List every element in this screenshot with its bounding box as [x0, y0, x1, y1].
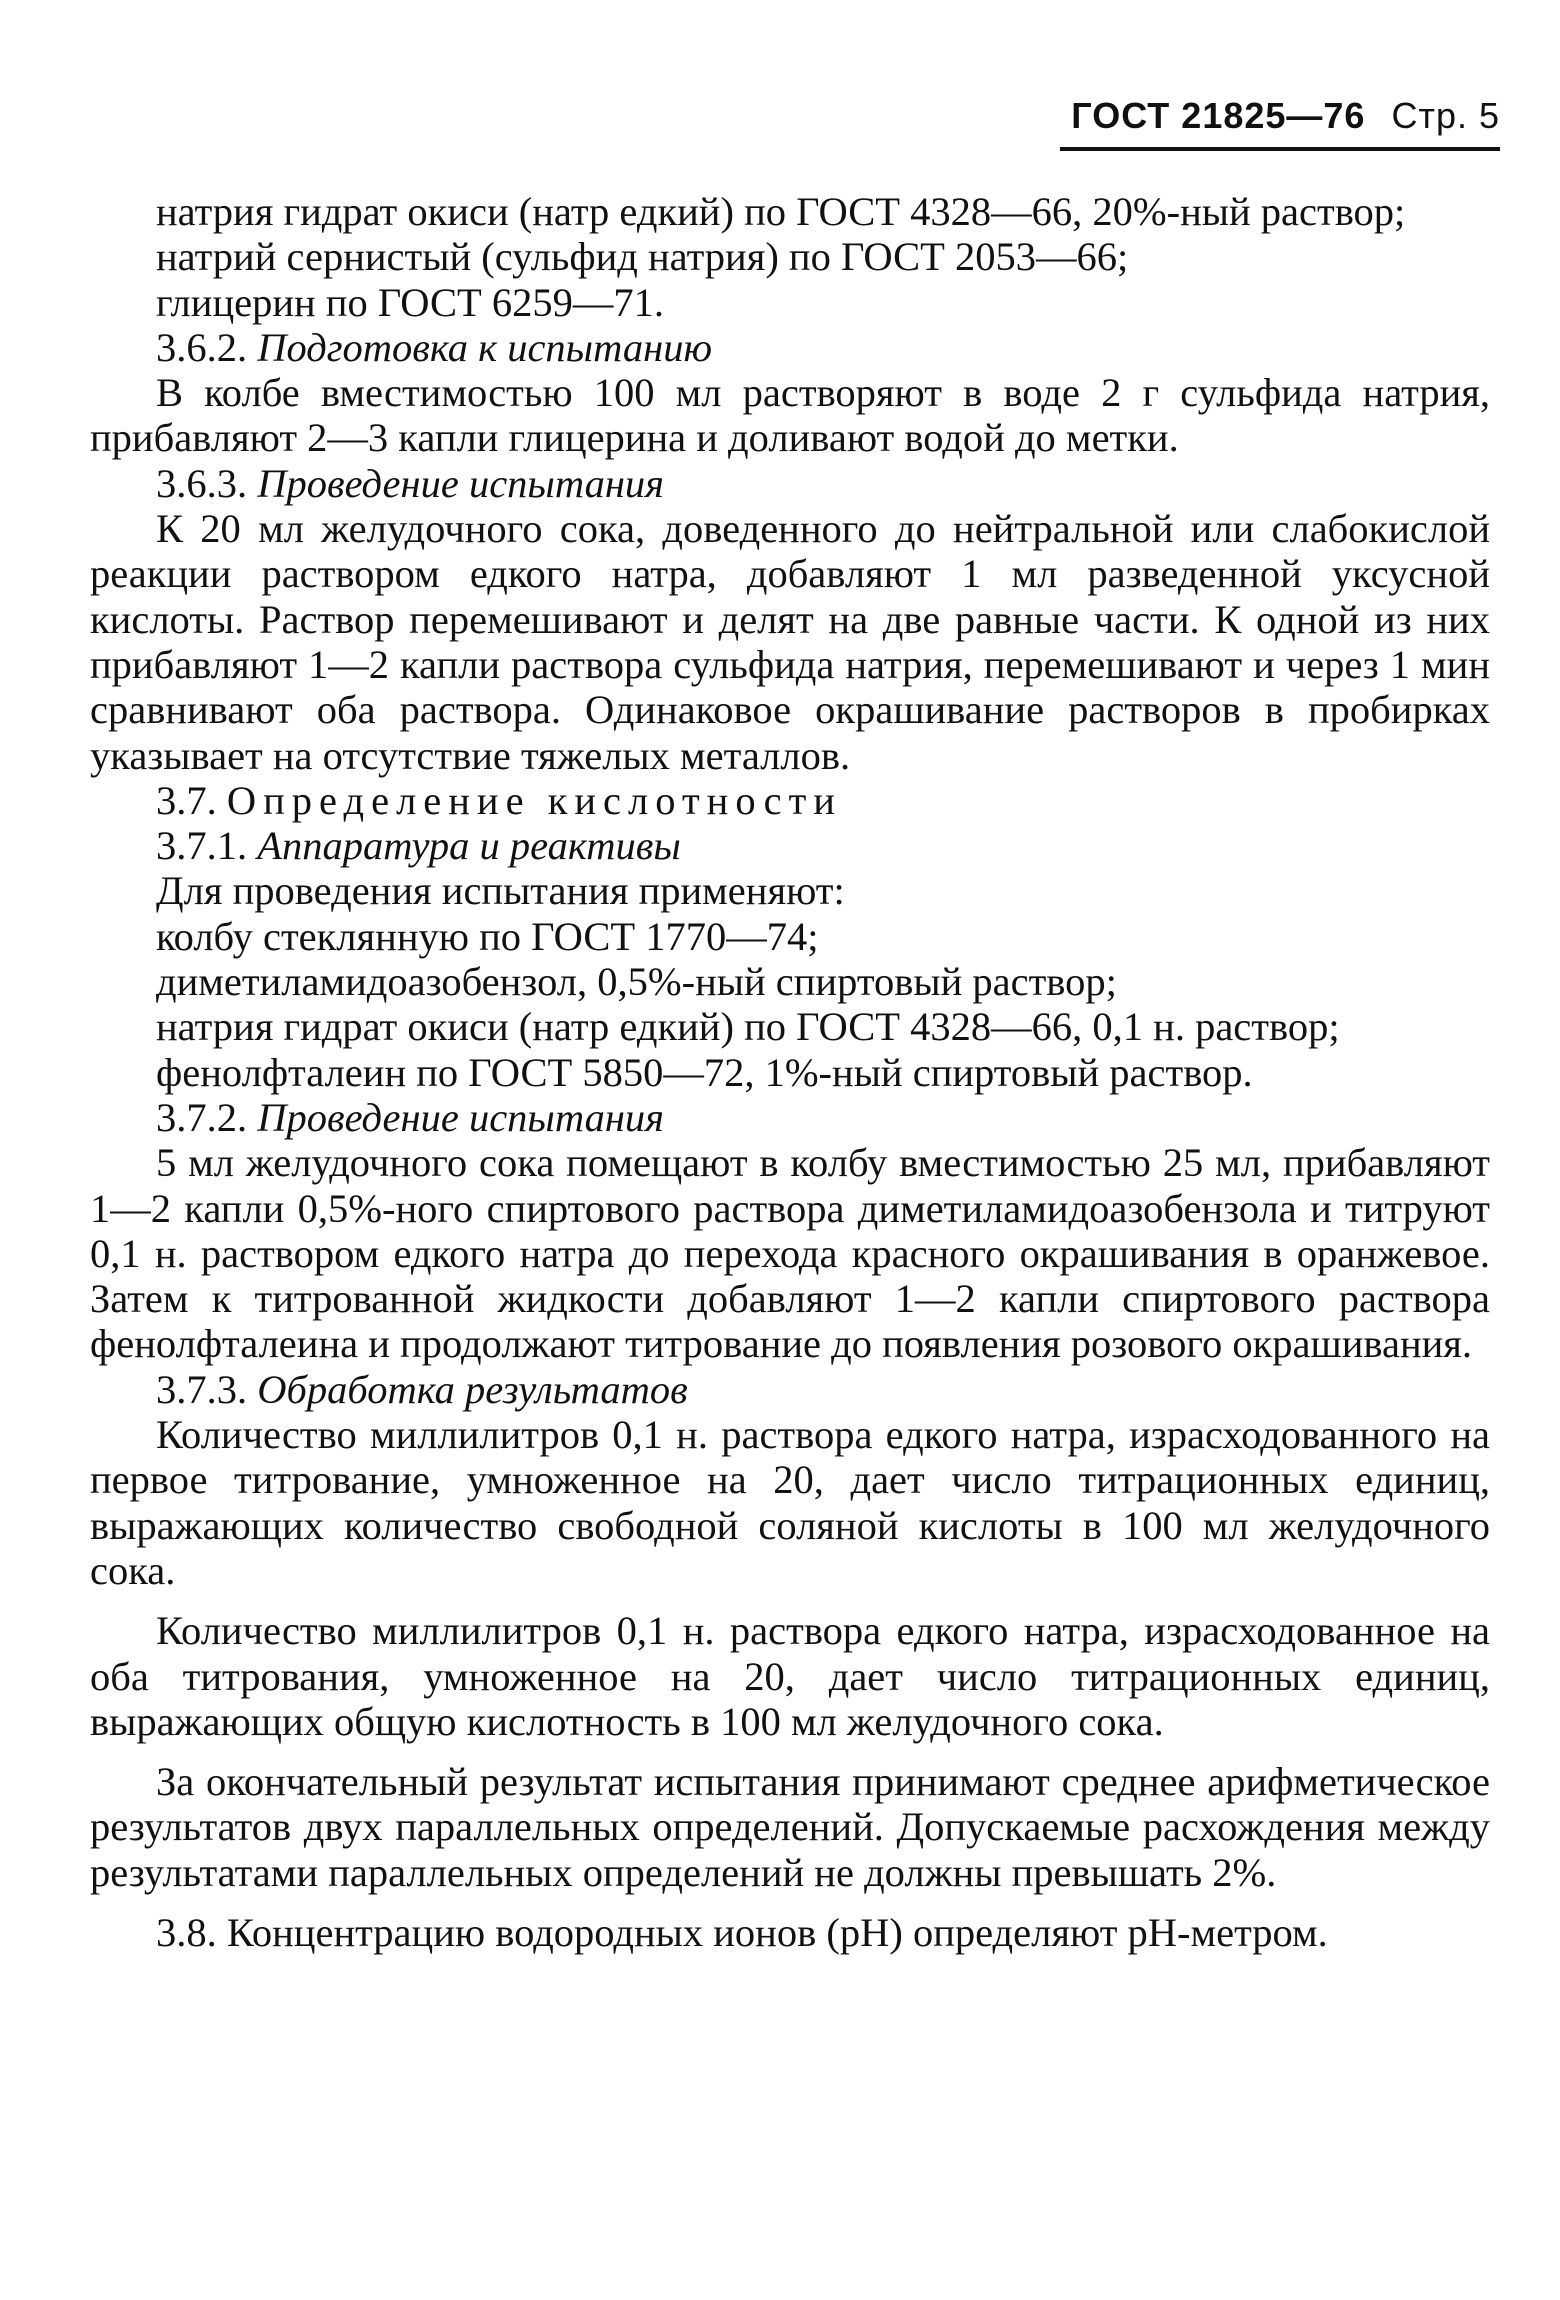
section-title: Проведение испытания: [257, 460, 665, 506]
section-number: 3.6.2.: [156, 324, 248, 370]
paragraph: натрий сернистый (сульфид натрия) по ГОСТ 2053—66;: [156, 234, 1129, 280]
paragraph: За окончательный результат испытания принимают среднее арифметическое результатов двух параллельных определений. Допускаемые расхождения между результатами параллельных определений не должны превышать 2%.: [90, 1759, 1490, 1895]
section-number: 3.6.3.: [156, 460, 248, 506]
standard-number: ГОСТ 21825—76: [1071, 95, 1366, 136]
page-number: Стр. 5: [1391, 95, 1500, 136]
paragraph: Количество миллилитров 0,1 н. раствора едкого натра, израсходованное на оба титрования, умноженное на 20, дает число титрационных единиц, выражающих общую кислотность в 100 мл желудочного сока.: [90, 1608, 1490, 1744]
section-heading: [90, 1367, 1490, 1412]
section-title: Проведение испытания: [257, 1094, 665, 1140]
paragraph: диметиламидоазобензол, 0,5%-ный спиртовый раствор;: [156, 959, 1117, 1005]
paragraph: натрия гидрат окиси (натр едкий) по ГОСТ 4328—66, 20%-ный раствор;: [156, 189, 1406, 234]
paragraph: К 20 мл желудочного сока, доведенного до нейтральной или слабокислой реакции раствором едкого натра, добавляют 1 мл разведенной уксусной кислоты. Раствор перемешивают и делят на две равные части. К одной из них прибавляют 1—2 капли раствора сульфида натрия, перемешивают и через 1 мин сравнивают оба раствора. Одинаковое окрашивание растворов в пробирках указывает на отсутствие тяжелых металлов.: [90, 506, 1490, 778]
section-number: 3.7.: [156, 777, 217, 823]
page-header: [1060, 95, 1500, 151]
paragraph: Количество миллилитров 0,1 н. раствора едкого натра, израсходованного на первое титрование, умноженное на 20, дает число титрационных единиц, выражающих количество свободной соляной кислоты в 100 мл желудочного сока.: [90, 1412, 1490, 1593]
section-number: 3.7.3.: [156, 1366, 248, 1412]
document-page: [90, 95, 1500, 1955]
section-title: Подготовка к испытанию: [257, 324, 713, 370]
document-body: [90, 189, 1490, 1955]
paragraph: 3.8. Концентрацию водородных ионов (pH) определяют pH-метром.: [156, 1909, 1328, 1955]
paragraph: глицерин по ГОСТ 6259—71.: [156, 279, 665, 325]
paragraph: натрия гидрат окиси (натр едкий) по ГОСТ 4328—66, 0,1 н. раствор;: [156, 1004, 1340, 1050]
section-heading: [90, 1095, 1490, 1140]
section-title: Аппаратура и реактивы: [257, 823, 681, 869]
paragraph: В колбе вместимостью 100 мл растворяют в воде 2 г сульфида натрия, прибавляют 2—3 капли глицерина и доливают водой до метки.: [90, 370, 1490, 461]
section-title-spaced: Определение кислотности: [226, 777, 842, 823]
section-number: 3.7.1.: [156, 823, 248, 869]
paragraph: Для проведения испытания применяют:: [156, 868, 845, 914]
section-heading: [90, 823, 1490, 868]
section-title: Обработка результатов: [257, 1366, 688, 1412]
section-number: 3.7.2.: [156, 1094, 248, 1140]
section-heading: [90, 778, 1490, 823]
section-heading: [90, 325, 1490, 370]
section-heading: [90, 461, 1490, 506]
paragraph: 5 мл желудочного сока помещают в колбу вместимостью 25 мл, прибавляют 1—2 капли 0,5%-ного спиртового раствора диметиламидоазобензола и титруют 0,1 н. раствором едкого натра до перехода красного окрашивания в оранжевое. Затем к титрованной жидкости добавляют 1—2 капли спиртового раствора фенолфталеина и продолжают титрование до появления розового окрашивания.: [90, 1140, 1490, 1367]
paragraph: колбу стеклянную по ГОСТ 1770—74;: [156, 913, 819, 959]
paragraph: фенолфталеин по ГОСТ 5850—72, 1%-ный спиртовый раствор.: [156, 1049, 1253, 1095]
